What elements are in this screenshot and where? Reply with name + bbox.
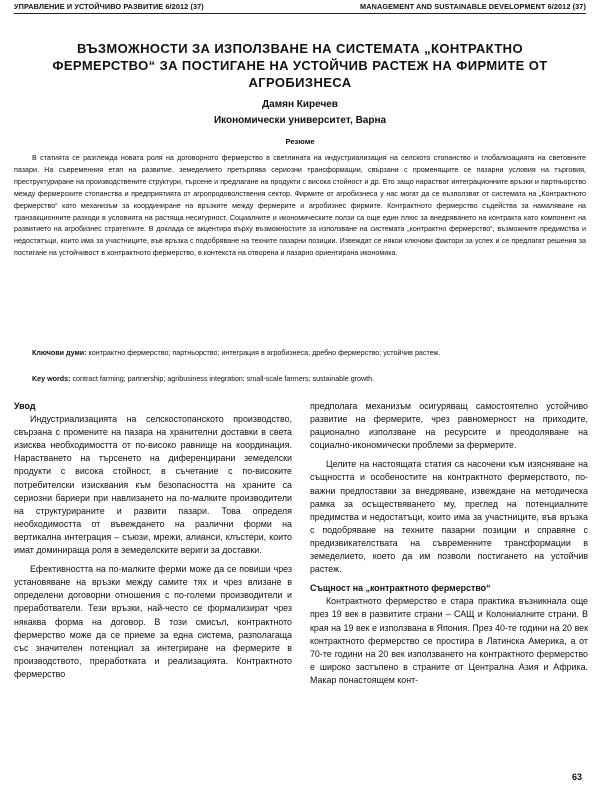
keywords-en-label: Key words: [32,375,71,383]
section-heading-essence: Същност на „контрактното фермерство“ [310,583,491,594]
left-column [14,400,292,681]
keywords-bg-text: контрактно фермерство; партньорство; интеграция в агробизнеса; дребно фермерство; устойчив растеж. [88,349,441,357]
left-paragraph-2: Ефективността на по-малките ферми може да се повиши чрез установяване на връзки между самите тях и чрез влизане в определени договорни отношения с по-големи производители и преработватели. Тези връзки, най-често се формализират чрез някаква форма на договор. В този смисъл, контрактното фермерство може да се приеме за една система, разполагаща със значителен потенциал за интегриране на фермерите в производството, преработката и реализацията. Контрактното фермерство [14,564,292,679]
section-heading-introduction: Увод [14,401,36,411]
keywords-bg-label: Ключови думи: [32,349,87,357]
keywords-en-text: contract farming; partnership; agribusiness integration; small-scale farmers; sustainable growth. [72,375,375,383]
page-number: 63 [571,772,582,782]
right-paragraph-2: Целите на настоящата статия са насочени към изясняване на същността и особеностите на контрактното фермерството, по-важни предпоставки за внедряване, извеждане на методическа рамка за осъществяването му, преглед на потенциалните предимства и недостатъци, които има за участниците, във връзка с подобряване на техните пазарни позиции и справяне с предизвикателствата на съвременните трансформации в земеделието, което да им позволи постигането на устойчив растеж. [310,459,588,575]
abstract-heading: Резюме [285,137,315,146]
left-paragraph-1: Индустриализацията на селскостопанското производство, свързана с промените на пазара на хранителни доставки в света изисква необходимостта от по-високо равнище на координация. Нарастването на търсенето на диференцирани земеделски продукти с висока стойност, в съчетание с по-високите потребителски изисквания към безопасността на храните са сериозни бариери при навлизането на по-малките производители на структурираните и развити пазари. Това определя необходимостта от въвеждането на различни форми на вертикална интеграция – съюзи, мрежи, алианси, клъстери, които имат доминираща роля в земеделските вериги за доставки. [14,414,292,556]
keywords-bg [14,348,586,360]
running-header-left: УПРАВЛЕНИЕ И УСТОЙЧИВО РАЗВИТИЕ 6/2012 (37) [14,2,204,11]
right-paragraph-3: Контрактното фермерство е стара практика възникнала още през 19 век в развитите страни – САЩ и Колониалните страни. В края на 19 век е използвана в Япония. През 40-те години на 20 век контрактното фермерство се простира в Латинска Америка, а от 70-те години на 20 век използването на контрактното фермерство е широко застъпено в страните от Централна Азия и Африка. Макар понастоящем конт- [310,596,588,685]
author-name: Дамян Киречев [262,99,338,110]
keywords-en [14,374,586,386]
running-header [14,2,586,14]
right-paragraph-1: предполага механизъм осигуряващ самостоятелно устойчиво развитие на фермерите, чрез равномерност на приходите, рационално използване на ресурсите и преодоляване на социално-икономически проблеми за фермерите. [310,401,588,451]
running-header-right: MANAGEMENT AND SUSTAINABLE DEVELOPMENT 6/2012 (37) [360,2,586,11]
right-column [310,400,588,687]
article-title: ВЪЗМОЖНОСТИ ЗА ИЗПОЛЗВАНЕ НА СИСТЕМАТА „КОНТРАКТНО ФЕРМЕРСТВО“ ЗА ПОСТИГАНЕ НА УСТОЙЧИВ РАСТЕЖ НА ФИРМИТЕ ОТ АГРОБИЗНЕСА [52,41,548,90]
author-affiliation: Икономически университет, Варна [213,115,387,126]
abstract-text: В статията се разглежда новата роля на договорното фермерство в светлината на индустриализация на селското стопанство и глобализацията на световните пазари. На съвременния етап на развитие, земеделието претърпява сериозни трансформации, свързани с променящите се пазарни условия на търговия, преструктуриране на производствените структури, търсене и предлагане на продукти с висока стойност и др. Ето защо нарастват интеграционните връзки и партньорство между фермерските стопанства и предприятията от агропродоволствения сектор. Фирмите от агробизнеса у нас могат да се възползват от системата на „Контрактното фермерство“ като механизъм за координиране на връзките между фермерите и агробизнес фирмите. Контрактното фермерство съдейства за намаляване на транзакционните разходи в условията на растяща несигурност. Социалните и икономическите ползи са още един плюс за внедряването на контракта като компонент на развитието на агробизнес стратегиите. В доклада се акцентира върху възможностите за използване на системата „контрактно фермерство“, възможните предимства и недостатъци, които има за участниците, във връзка с подобряване на техните пазарни позиции. Извеждат се някои ключови фактори за успех и се предлагат решения за постигане на устойчивост в контрактното фермерство, в контекста на отворена и пазарно ориентирана икономика. [14,154,586,258]
